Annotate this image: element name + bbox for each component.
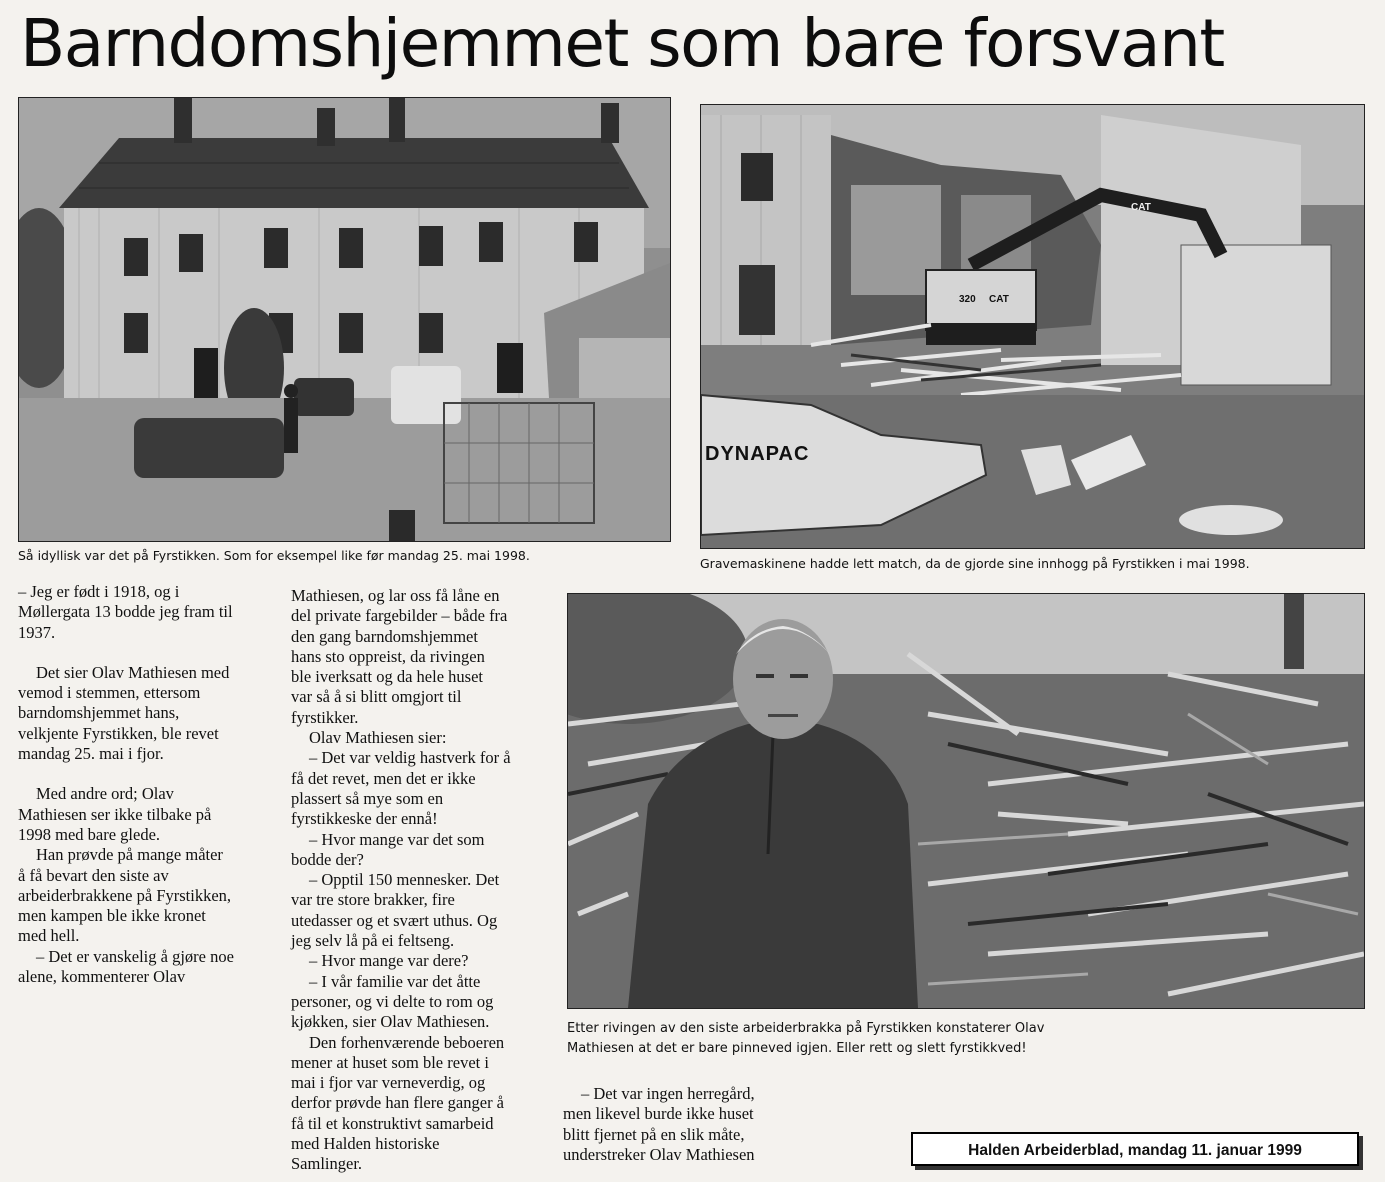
text-line: Det sier Olav Mathiesen med [36, 662, 230, 682]
photo-demolition [700, 104, 1365, 549]
text-line: Olav Mathiesen sier: [309, 728, 447, 748]
text-line: plassert så mye som en [291, 788, 444, 808]
excavator-model-text: 320 [959, 294, 976, 305]
text-line: Med andre ord; Olav [36, 784, 174, 804]
text-line: var tre store brakker, fire [291, 890, 455, 910]
text-line: velkjente Fyrstikken, ble revet [18, 723, 219, 743]
text-line: få til et konstruktivt samarbeid [291, 1113, 494, 1133]
text-line: – Jeg er født i 1918, og i [18, 582, 180, 601]
text-line: men kampen ble ikke kronet [18, 906, 206, 926]
photo-house [18, 97, 671, 542]
caption-house: Så idyllisk var det på Fyrstikken. Som for eksempel like før mandag 25. mai 1998. [18, 548, 530, 563]
text-line: – Det var ingen herregård, [581, 1084, 755, 1103]
text-line: vemod i stemmen, ettersom [18, 683, 201, 703]
text-line: – Det er vanskelig å gjøre noe [36, 946, 234, 966]
caption-demolition: Gravemaskinene hadde lett match, da de gjorde sine innhogg på Fyrstikken i mai 1998. [700, 556, 1250, 571]
text-line: derfor prøvde han flere ganger å [291, 1093, 505, 1113]
text-line: del private fargebilder – både fra [291, 606, 508, 626]
text-line: mai i fjor var verneverdig, og [291, 1073, 486, 1093]
excavator-brand-text: CAT [989, 294, 1009, 305]
text-line: barndomshjemmet hans, [18, 703, 180, 723]
article-column-3 [563, 1084, 843, 1165]
text-line: mandag 25. mai i fjor. [18, 744, 164, 764]
text-line: – Hvor mange var dere? [309, 951, 469, 971]
text-line: – Det var veldig hastverk for å [309, 748, 511, 768]
text-line: Han prøvde på mange måter [36, 845, 223, 865]
text-line: få det revet, men det er ikke [291, 768, 476, 788]
text-line: kjøkken, sier Olav Mathiesen. [291, 1012, 490, 1032]
source-label: Halden Arbeiderblad, mandag 11. januar 1999 [911, 1132, 1359, 1166]
caption-olav-line1: Etter rivingen av den siste arbeiderbrakka på Fyrstikken konstaterer Olav [567, 1021, 1045, 1036]
text-line: med Halden historiske [291, 1134, 440, 1154]
text-line: personer, og vi delte to rom og [291, 991, 494, 1011]
text-line: var så å si blitt omgjort til [291, 687, 462, 707]
text-line: – Opptil 150 mennesker. Det [309, 870, 500, 890]
roller-brand-text: DYNAPAC [705, 443, 810, 465]
text-line: Samlinger. [291, 1154, 363, 1174]
text-line: Mathiesen, og lar oss få låne en [291, 586, 500, 605]
text-line: Mathiesen ser ikke tilbake på [18, 804, 212, 824]
text-line: – Hvor mange var det som [309, 829, 485, 849]
text-line: utedasser og et svært uthus. Og [291, 910, 498, 930]
text-line: fyrstikkeske der ennå! [291, 809, 438, 829]
text-line: å få bevart den siste av [18, 865, 169, 885]
text-line: bodde der? [291, 849, 364, 869]
text-line: Den forhenværende beboeren [309, 1032, 505, 1052]
text-line: jeg selv lå på ei feltseng. [291, 931, 455, 951]
article-column-2 [291, 586, 551, 1175]
text-line: – I vår familie var det åtte [309, 971, 481, 991]
text-line: arbeiderbrakkene på Fyrstikken, [18, 885, 232, 905]
text-line: blitt fjernet på en slik måte, [563, 1124, 745, 1144]
text-line: 1937. [18, 622, 56, 642]
headline: Barndomshjemmet som bare forsvant [20, 5, 1224, 82]
text-line: ble iverksatt og da hele huset [291, 667, 483, 687]
text-line: mener at huset som ble revet i [291, 1052, 489, 1072]
arm-brand-text: CAT [1131, 202, 1151, 213]
text-line: alene, kommenterer Olav [18, 967, 186, 987]
photo-olav-debris [567, 593, 1365, 1009]
text-line: hans sto oppreist, da rivingen [291, 646, 485, 666]
text-line: den gang barndomshjemmet [291, 626, 478, 646]
text-line: men likevel burde ikke huset [563, 1104, 754, 1124]
text-line: understreker Olav Mathiesen [563, 1144, 755, 1164]
text-line: fyrstikker. [291, 707, 359, 727]
caption-olav-line2: Mathiesen at det er bare pinneved igjen. Eller rett og slett fyrstikkved! [567, 1041, 1027, 1056]
text-line: med hell. [18, 926, 80, 946]
text-line: 1998 med bare glede. [18, 824, 161, 844]
text-line: Møllergata 13 bodde jeg fram til [18, 602, 233, 622]
article-column-1 [18, 582, 273, 987]
